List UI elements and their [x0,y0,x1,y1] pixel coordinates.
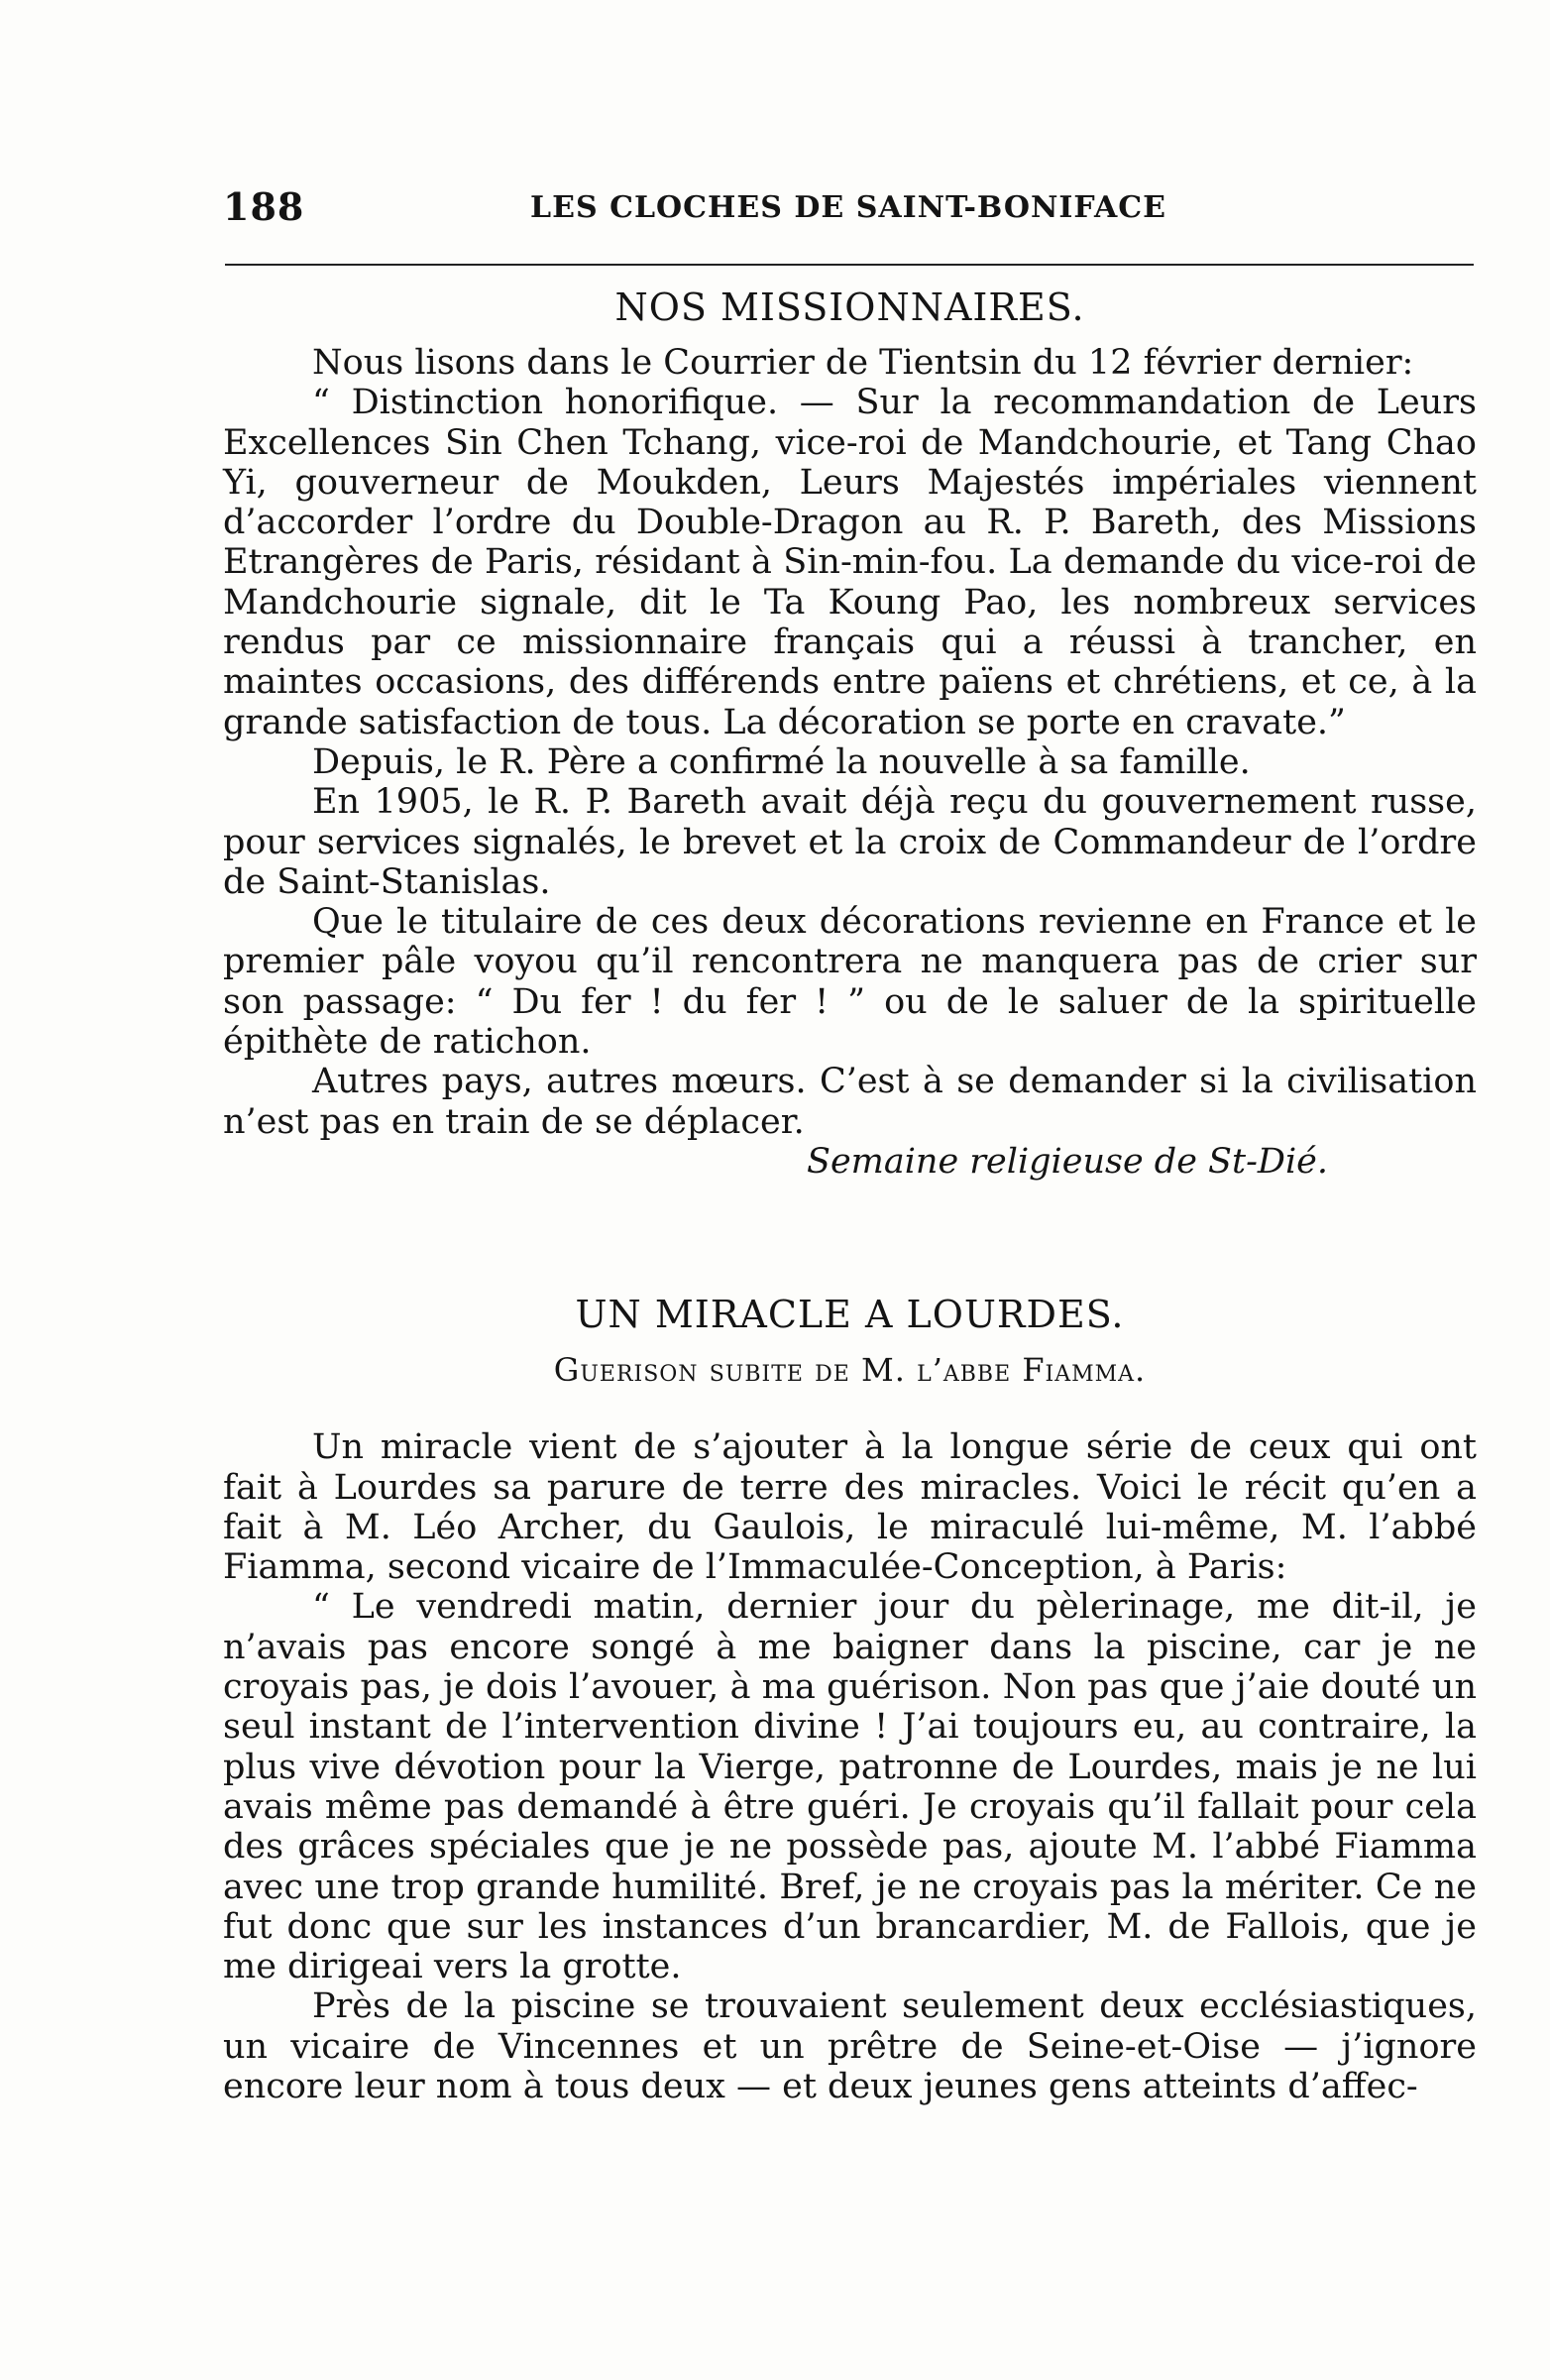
page-number: 188 [223,184,305,229]
page-header [223,184,1477,244]
page-body [223,285,1477,2106]
paragraph-autres-pays: Autres pays, autres mœurs. C’est à se demander si la civilisation n’est pas en train de se déplacer. [223,1062,1477,1142]
header-rule [225,264,1474,266]
paragraph-miracle: Un miracle vient de s’ajouter à la longue série de ceux qui ont fait à Lourdes sa parure de terre des miracles. Voici le récit qu’en a fait à M. Léo Archer, du Gaulois, le miraculé lui-même, M. l’abbé Fiamma, second vicaire de l’Immaculée-Conception, à Paris: [223,1427,1477,1588]
paragraph-depuis: Depuis, le R. Père a confirmé la nouvelle à sa famille. [312,741,1251,782]
paragraph-1905: En 1905, le R. P. Bareth avait déjà reçu du gouvernement russe, pour services signalés, le brevet et la croix de Commandeur de l’ordre de Saint-Stanislas. [223,782,1477,902]
paragraph-piscine: Près de la piscine se trouvaient seulement deux ecclésiastiques, un vicaire de Vincennes et un prêtre de Seine-et-Oise — j’ignore encore leur nom à tous deux — et deux jeunes gens atteints d’affec- [223,1986,1477,2106]
paragraph-quote: “ Distinction honorifique. — Sur la recommandation de Leurs Excellences Sin Chen Tchang, vice-roi de Mandchourie, et Tang Chao Yi, gouverneur de Moukden, Leurs Majestés impériales viennent d’accorder l’ordre du Double-Dragon au R. P. Bareth, des Missions Etrangères de Paris, résidant à Sin-min-fou. La demande du vice-roi de Mandchourie signale, dit le Ta Koung Pao, les nombreux services rendus par ce missionnaire français qui a réussi à trancher, en maintes occasions, des différends entre païens et chrétiens, et ce, à la grande satisfaction de tous. La décoration se porte en cravate.” [223,383,1477,742]
paragraph-titulaire: Que le titulaire de ces deux décorations revienne en France et le premier pâle voyou qu’il rencontrera ne manquera pas de crier sur son passage: “ Du fer ! du fer ! ” ou de le saluer de la spirituelle épithète de ratichon. [223,902,1477,1063]
section-title-miracle: UN MIRACLE A LOURDES. [575,1293,1125,1337]
section-title-missionnaires: NOS MISSIONNAIRES. [614,285,1085,329]
section-subtitle-guerison: Guerison subite de M. l’abbe Fiamma. [553,1351,1147,1390]
paragraph-vendredi: “ Le vendredi matin, dernier jour du pèlerinage, me dit-il, je n’avais pas encore songé à me baigner dans la piscine, car je ne croyais pas, je dois l’avouer, à ma guérison. Non pas que j’aie douté un seul instant de l’intervention divine ! J’ai toujours eu, au contraire, la plus vive dévotion pour la Vierge, patronne de Lourdes, mais je ne lui avais même pas demandé à être guéri. Je croyais qu’il fallait pour cela des grâces spéciales que je ne possède pas, ajoute M. l’abbé Fiamma avec une trop grande humilité. Bref, je ne croyais pas la mériter. Ce ne fut donc que sur les instances d’un brancardier, M. de Fallois, que je me dirigeai vers la grotte. [223,1587,1477,1987]
running-title: LES CLOCHES DE SAINT-BONIFACE [530,190,1166,225]
paragraph-intro: Nous lisons dans le Courrier de Tientsin du 12 février dernier: [312,343,1414,383]
source-attribution: Semaine religieuse de St-Dié. [806,1141,1328,1182]
